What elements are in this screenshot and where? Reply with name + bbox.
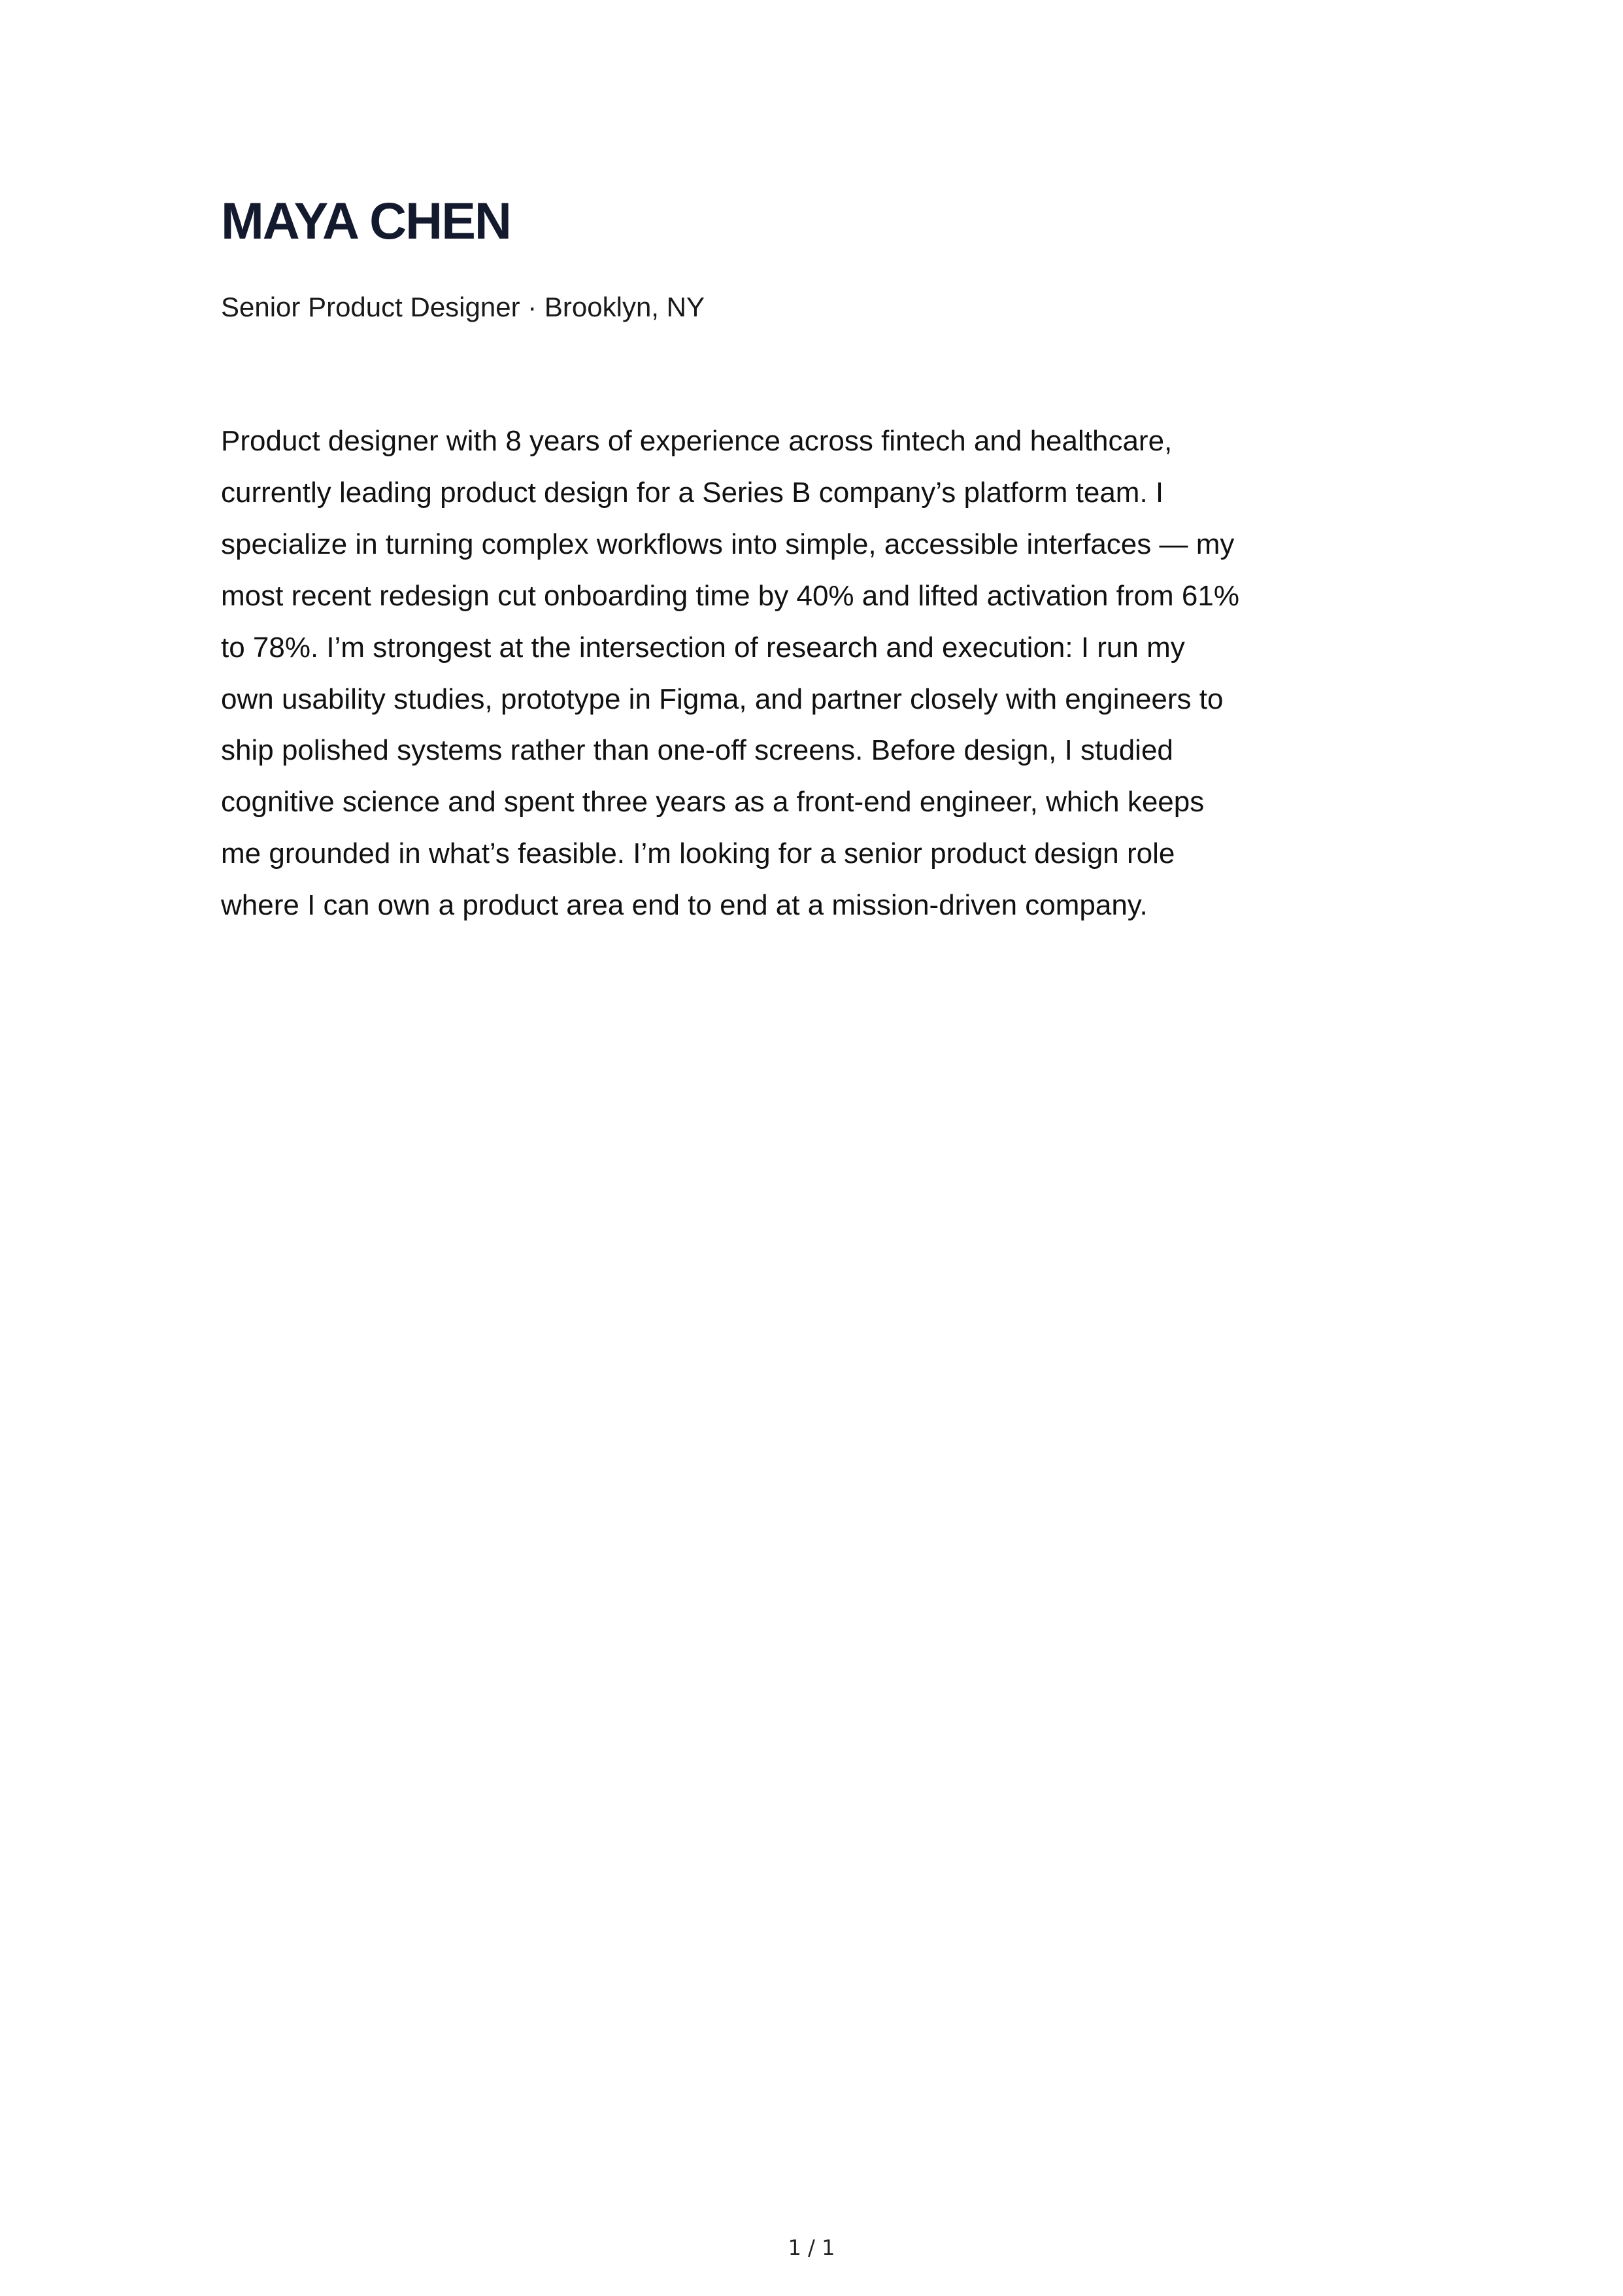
summary-line: specialize in turning complex workflows into simple, accessible interfaces — my	[221, 528, 1235, 560]
summary-line: where I can own a product area end to end at a mission-driven company.	[221, 889, 1148, 922]
summary-line: ship polished systems rather than one-off screens. Before design, I studied	[221, 734, 1173, 767]
candidate-subtitle: Senior Product Designer · Brooklyn, NY	[221, 292, 705, 322]
summary-line: most recent redesign cut onboarding time by 40% and lifted activation from 61%	[221, 579, 1239, 612]
summary-line: me grounded in what’s feasible. I’m looking for a senior product design role	[221, 837, 1175, 870]
summary-line: currently leading product design for a Series B company’s platform team. I	[221, 476, 1164, 509]
candidate-name: MAYA CHEN	[221, 192, 510, 250]
summary-line: Product designer with 8 years of experience across fintech and healthcare,	[221, 425, 1173, 457]
summary-line: cognitive science and spent three years as a front-end engineer, which keeps	[221, 786, 1205, 819]
summary-line: to 78%. I’m strongest at the intersection of research and execution: I run my	[221, 631, 1185, 664]
summary-line: own usability studies, prototype in Figma, and partner closely with engineers to	[221, 683, 1224, 715]
page-number: 1 / 1	[788, 2235, 835, 2260]
professional-summary	[221, 416, 1280, 932]
